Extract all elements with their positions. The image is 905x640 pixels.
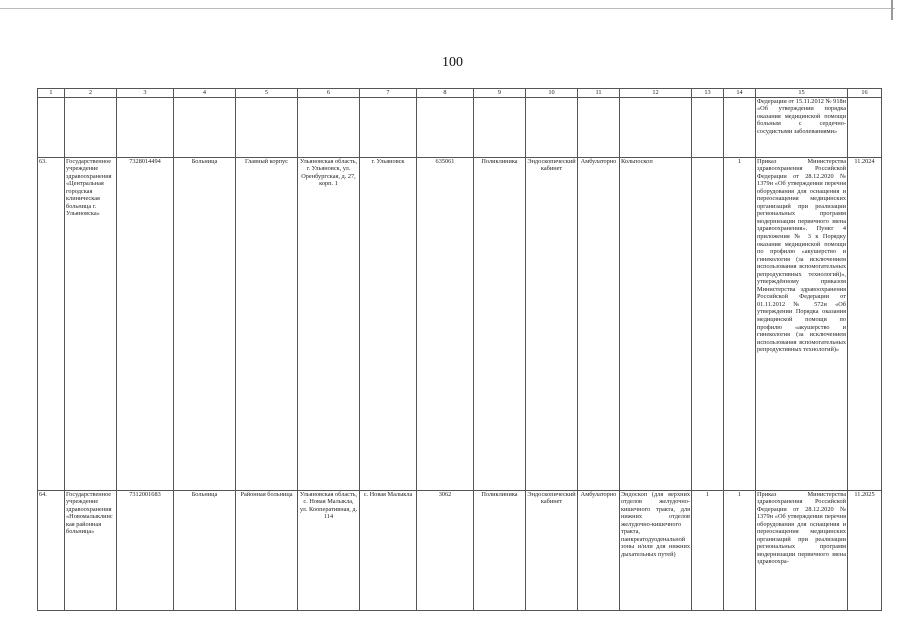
col-num: 3 — [117, 89, 174, 98]
basis-cell: Приказ Министерства здравоохранения Российской Федерации от 28.12.2020 № 1379н «Об утверждении перечня оборудования для оснащения и переоснащения медицинских организаций при реализации региональных программ модернизации первичного звена здравоохранения». Пункт 4 приложения № 3 к Порядку оказания медицинской помощи по профилю «акушерство и гинекология (за исключением использования вспомогательных репродуктивных технологий)», утверждённому приказом Министерства здравоохранения Российской Федерации от 01.11.2012 № 572н «Об утверждении Порядка оказания медицинской помощи по профилю «акушерство и гинекология (за исключением использования вспомогательных репродуктивных технологий)» — [756, 157, 848, 490]
col-num: 9 — [474, 89, 526, 98]
column-number-row — [38, 89, 882, 98]
col-num: 7 — [360, 89, 417, 98]
locality-cell: г. Ульяновск — [360, 157, 417, 490]
page-number: 100 — [442, 55, 463, 70]
cabinet-cell: Эндоскопический кабинет — [526, 490, 578, 610]
equipment-table — [37, 88, 882, 611]
table-row — [38, 157, 882, 490]
quantity-cell: 1 — [724, 490, 756, 610]
table-row — [38, 490, 882, 610]
row-number-cell: 63. — [38, 157, 65, 490]
organization-cell: Государственное учреждение здравоохранения «Новомалыклинская районная больница» — [65, 490, 117, 610]
col-num: 4 — [174, 89, 236, 98]
col-num: 13 — [692, 89, 724, 98]
col-num: 15 — [756, 89, 848, 98]
continuation-basis-cell: Федерации от 15.11.2012 № 918н «Об утверждении порядка оказания медицинской помощи больным с сердечно-сосудистыми заболеваниями» — [756, 97, 848, 157]
quantity-cell: 1 — [724, 157, 756, 490]
inn-cell: 7312001683 — [117, 490, 174, 610]
col-num: 1 — [38, 89, 65, 98]
cabinet-cell: Эндоскопический кабинет — [526, 157, 578, 490]
row-number-cell: 64. — [38, 490, 65, 610]
col-num: 6 — [298, 89, 360, 98]
col-num: 14 — [724, 89, 756, 98]
organization-cell: Государственное учреждение здравоохранения «Центральная городская клиническая больница г. Ульяновска» — [65, 157, 117, 490]
scan-edge-line — [0, 8, 895, 9]
col-num: 16 — [848, 89, 882, 98]
population-cell: 3062 — [417, 490, 474, 610]
facility-type-cell: Больница — [174, 157, 236, 490]
condition-cell: Амбулаторно — [578, 157, 620, 490]
col-num: 12 — [620, 89, 692, 98]
equipment-cell: Кольпоскоп — [620, 157, 692, 490]
building-cell: Главный корпус — [236, 157, 298, 490]
facility-type-cell: Больница — [174, 490, 236, 610]
locality-cell: с. Новая Малыкла — [360, 490, 417, 610]
quantity-cell — [692, 157, 724, 490]
inn-cell: 7328014494 — [117, 157, 174, 490]
address-cell: Ульяновская область, г. Ульяновск, ул. Оренбургская, д. 27, корп. 1 — [298, 157, 360, 490]
equipment-cell: Эндоскоп (для верхних отделов желудочно-кишечного тракта, для нижних отделов желудочно-кишечного тракта, панкреатодуоденальной зоны и/или для нижних дыхательных путей) — [620, 490, 692, 610]
col-num: 8 — [417, 89, 474, 98]
quantity-cell: 1 — [692, 490, 724, 610]
address-cell: Ульяновская область, с. Новая Малыкла, ул. Кооперативная, д. 114 — [298, 490, 360, 610]
unit-cell: Поликлиника — [474, 157, 526, 490]
date-cell: 11.2024 — [848, 157, 882, 490]
col-num: 10 — [526, 89, 578, 98]
population-cell: 635061 — [417, 157, 474, 490]
continuation-row — [38, 97, 882, 157]
col-num: 2 — [65, 89, 117, 98]
col-num: 5 — [236, 89, 298, 98]
date-cell: 11.2025 — [848, 490, 882, 610]
col-num: 11 — [578, 89, 620, 98]
building-cell: Районная больница — [236, 490, 298, 610]
condition-cell: Амбулаторно — [578, 490, 620, 610]
scan-edge-mark — [891, 0, 893, 20]
basis-cell: Приказ Министерства здравоохранения Российской Федерации от 28.12.2020 № 1379н «Об утверждении перечня оборудования для оснащения и переоснащения медицинских организаций при реализации региональных программ модернизации первичного звена здравоохра- — [756, 490, 848, 610]
unit-cell: Поликлиника — [474, 490, 526, 610]
